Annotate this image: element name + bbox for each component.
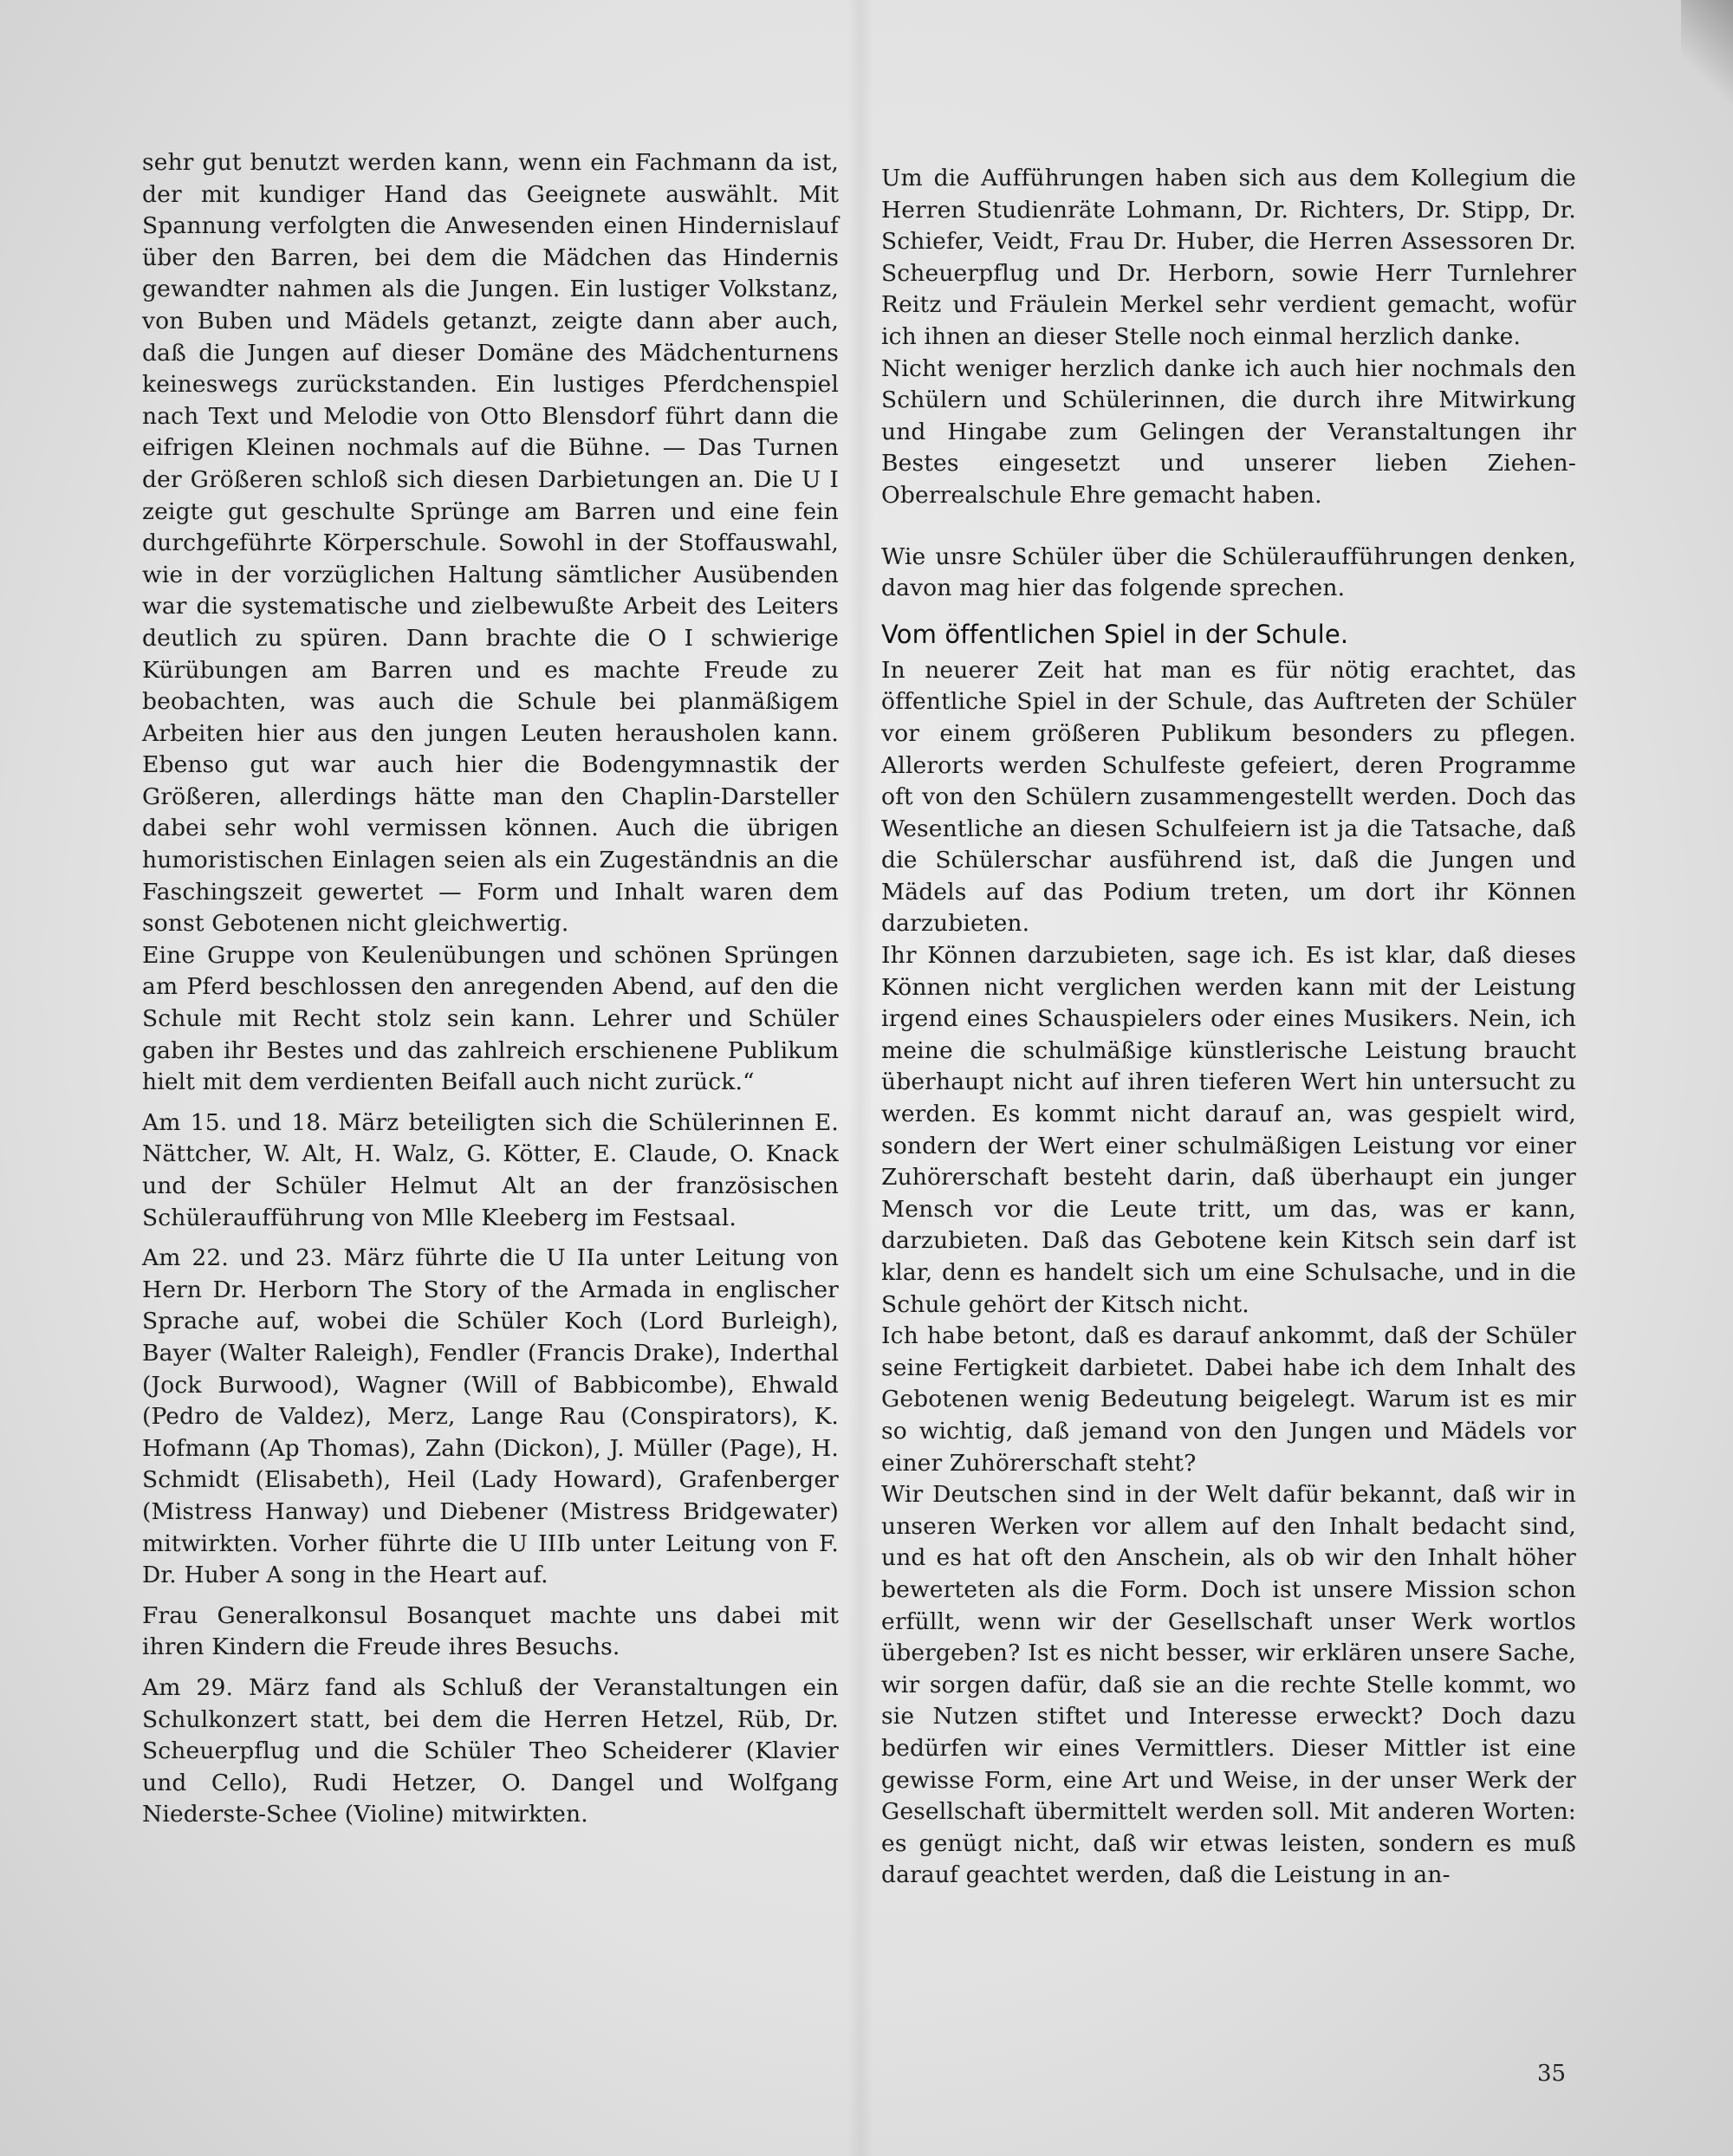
body-paragraph: sehr gut benutzt werden kann, wenn ein Fachmann da ist, der mit kundiger Hand das Geeignete auswählt. Mit Spannung verfolgten die Anwesenden einen Hindernislauf über den Barren, bei dem die Mädchen das Hindernis gewandter nahmen als die Jungen. Ein lustiger Volkstanz, von Buben und Mädels getanzt, zeigte dann aber auch, daß die Jungen auf dieser Domäne des Mädchenturnens keineswegs zurückstanden. Ein lustiges Pferdchenspiel nach Text und Melodie von Otto Blensdorf führt dann die eifrigen Kleinen nochmals auf die Bühne. — Das Turnen der Größeren schloß sich diesen Darbietungen an. Die U I zeigte gut geschulte Sprünge am Barren und eine fein durchgeführte Körperschule. Sowohl in der Stoffauswahl, wie in der vorzüglichen Haltung sämtlicher Ausübenden war die systematische und zielbewußte Arbeit des Leiters deutlich zu spüren. Dann brachte die O I schwierige Kürübungen am Barren und es machte Freude zu beobachten, was auch die Schule bei planmäßigem Arbeiten hier aus den jungen Leuten herausholen kann. Ebenso gut war auch hier die Bodengymnastik der Größeren, allerdings hätte man den Chaplin-Darsteller dabei sehr wohl vermissen können. Auch die übrigen humoristischen Einlagen seien als ein Zugeständnis an die Faschingszeit gewertet — Form und Inhalt waren dem sonst Gebotenen nicht gleichwertig. <box>142 149 839 938</box>
body-paragraph: In neuerer Zeit hat man es für nötig erachtet, das öffentliche Spiel in der Schule, das Auftreten der Schüler vor einem größeren Publikum besonders zu pflegen. Allerorts werden Schulfeste gefeiert, deren Programme oft von den Schülern zusammengestellt werden. Doch das Wesentliche an diesen Schulfeiern ist ja die Tatsache, daß die Schülerschar ausführend ist, daß die Jungen und Mädels auf das Podium treten, um dort ihr Können darzubieten. <box>881 656 1576 938</box>
right-column <box>881 163 1576 1892</box>
body-paragraph: Am 15. und 18. März beteiligten sich die Schülerinnen E. Nättcher, W. Alt, H. Walz, G. Kötter, E. Claude, O. Knack und der Schüler Helmut Alt an der französischen Schüleraufführung von Mlle Kleeberg im Festsaal. <box>142 1108 839 1231</box>
page-corner-shadow <box>1681 0 1733 104</box>
body-paragraph: Frau Generalkonsul Bosanquet machte uns dabei mit ihren Kindern die Freude ihres Besuchs. <box>142 1601 839 1661</box>
body-paragraph: Am 22. und 23. März führte die U IIa unter Leitung von Hern Dr. Herborn The Story of the Armada in englischer Sprache auf, wobei die Schüler Koch (Lord Burleigh), Bayer (Walter Raleigh), Fendler (Francis Drake), Inderthal (Jock Burwood), Wagner (Will of Babbicombe), Ehwald (Pedro de Valdez), Merz, Lange Rau (Conspirators), K. Hofmann (Ap Thomas), Zahn (Dickon), J. Müller (Page), H. Schmidt (Elisabeth), Heil (Lady Howard), Grafenberger (Mistress Hanway) und Diebener (Mistress Bridgewater) mitwirkten. Vorher führte die U IIIb unter Leitung von F. Dr. Huber A song in the Heart auf. <box>142 1244 839 1589</box>
body-paragraph: Eine Gruppe von Keulenübungen und schönen Sprüngen am Pferd beschlossen den anregenden Abend, auf den die Schule mit Recht stolz sein kann. Lehrer und Schüler gaben ihr Bestes und das zahlreich erschienene Publikum hielt mit dem verdienten Beifall auch nicht zurück.“ <box>142 941 839 1096</box>
body-paragraph: Um die Aufführungen haben sich aus dem Kollegium die Herren Studienräte Lohmann, Dr. Richters, Dr. Stipp, Dr. Schiefer, Veidt, Frau Dr. Huber, die Herren Assessoren Dr. Scheuerpflug und Dr. Herborn, sowie Herr Turnlehrer Reitz und Fräulein Merkel sehr verdient gemacht, wofür ich ihnen an dieser Stelle noch einmal herzlich danke. <box>881 165 1576 350</box>
body-paragraph: Nicht weniger herzlich danke ich auch hier nochmals den Schülern und Schülerinnen, die durch ihre Mitwirkung und Hingabe zum Gelingen der Veranstaltungen ihr Bestes eingesetzt und unserer lieben Ziehen-Oberrealschule Ehre gemacht haben. <box>881 354 1576 509</box>
page-fold-shadow <box>847 0 873 2156</box>
body-paragraph: Am 29. März fand als Schluß der Veranstaltungen ein Schulkonzert statt, bei dem die Herren Hetzel, Rüb, Dr. Scheuerpflug und die Schüler Theo Scheiderer (Klavier und Cello), Rudi Hetzer, O. Dangel und Wolfgang Niederste-Schee (Violine) mitwirkten. <box>142 1673 839 1828</box>
page-number: 35 <box>1537 2061 1567 2087</box>
left-column <box>142 147 839 1840</box>
body-paragraph: Ich habe betont, daß es darauf ankommt, daß der Schüler seine Fertigkeit darbietet. Dabei habe ich dem Inhalt des Gebotenen wenig Bedeutung beigelegt. Warum ist es mir so wichtig, daß jemand von den Jungen und Mädels vor einer Zuhörerschaft steht? <box>881 1322 1576 1477</box>
section-heading: Vom öffentlichen Spiel in der Schule. <box>881 619 1349 649</box>
body-paragraph: Ihr Können darzubieten, sage ich. Es ist klar, daß dieses Können nicht verglichen werden kann mit der Leistung irgend eines Schauspielers oder eines Musikers. Nein, ich meine die schulmäßige künstlerische Leistung braucht überhaupt nicht auf ihren tieferen Wert hin untersucht zu werden. Es kommt nicht darauf an, was gespielt wird, sondern der Wert einer schulmäßigen Leistung vor einer Zuhörerschaft besteht darin, daß überhaupt ein junger Mensch vor die Leute tritt, um das, was er kann, darzubieten. Daß das Gebotene kein Kitsch sein darf ist klar, denn es handelt sich um eine Schulsache, und in die Schule gehört der Kitsch nicht. <box>881 942 1576 1318</box>
body-paragraph: Wie unsre Schüler über die Schüleraufführungen denken, davon mag hier das folgende sprechen. <box>881 542 1576 602</box>
body-paragraph: Wir Deutschen sind in der Welt dafür bekannt, daß wir in unseren Werken vor allem auf den Inhalt bedacht sind, und es hat oft den Anschein, als ob wir den Inhalt höher bewerteten als die Form. Doch ist unsere Mission schon erfüllt, wenn wir der Gesellschaft unser Werk wortlos übergeben? Ist es nicht besser, wir erklären unsere Sache, wir sorgen dafür, daß sie an die rechte Stelle kommt, wo sie Nutzen stiftet und Interesse erweckt? Doch dazu bedürfen wir eines Vermittlers. Dieser Mittler ist eine gewisse Form, eine Art und Weise, in der unser Werk der Gesellschaft übermittelt werden soll. Mit anderen Worten: es genügt nicht, daß wir etwas leisten, sondern es muß darauf geachtet werden, daß die Leistung in an- <box>881 1481 1576 1889</box>
